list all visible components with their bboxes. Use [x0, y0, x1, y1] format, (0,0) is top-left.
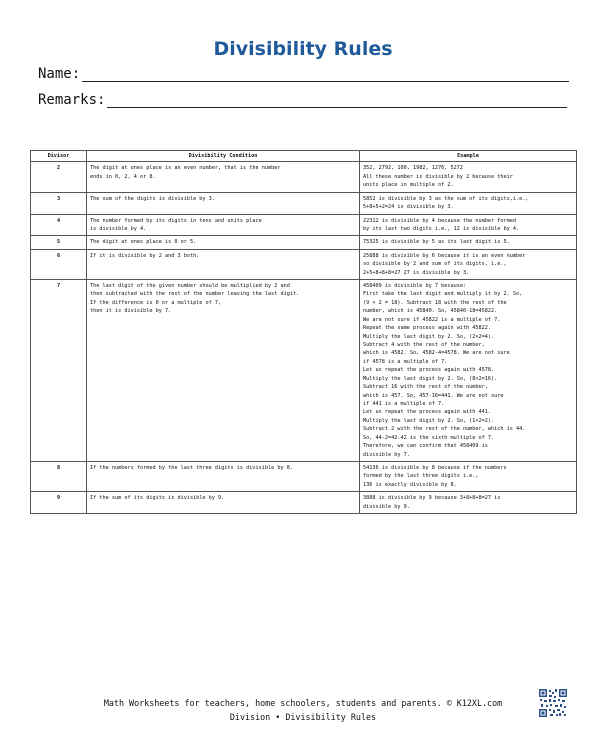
divisor-cell: 9	[31, 492, 87, 514]
condition-cell: If the numbers formed by the last three digits is divisible by 8.	[87, 461, 360, 491]
example-cell: 5852 is divisible by 3 as the sum of its digits,i.e., 5+8+5+2=24 is divisible by 3.	[360, 192, 577, 214]
table-header-row	[31, 151, 577, 162]
table-row	[31, 492, 577, 514]
condition-cell: If it is divisible by 2 and 3 both.	[87, 249, 360, 279]
name-line[interactable]	[82, 67, 569, 82]
header-example: Example	[360, 151, 577, 162]
example-cell: 458409 is divisible by 7 because: First take the last digit and multiply it by 2. So, (9 × 2 = 18). Subtract 18 with the rest of the number, which is 45840. So, 45840-18=45822. We are not sure if 45822 is a multiple of 7. Repeat the same process again with 45822. Multiply the last digit by 2. So, (2×2=4). Subtract 4 with the rest of the number, which is 4582. So, 4582-4=4578. We are not sure if 4578 is a multiple of 7. Let us repeat the process again with 4578. Multiply the last digit by 2. So, (8×2=16). Subtract 16 with the rest of the number, which is 457. So, 457-16=441. We are not sure if 441 is a multiple of 7. Let us repeat the process again with 441. Multiply the last digit by 2. So, (1×2=2). Subtract 2 with the rest of the number, which is 44. So, 44-2=42.42 is the sixth multiple of 7. Therefore, we can confirm that 458409 is divisible by 7.	[360, 280, 577, 462]
table-row	[31, 214, 577, 236]
name-field[interactable]	[38, 66, 569, 82]
name-label: Name:	[38, 66, 81, 82]
condition-cell: The sum of the digits is divisible by 3.	[87, 192, 360, 214]
page-footer	[0, 696, 606, 724]
footer-credit: Math Worksheets for teachers, home schoolers, students and parents. © K12XL.com	[103, 698, 503, 708]
table-row	[31, 236, 577, 249]
divisor-cell: 6	[31, 249, 87, 279]
condition-cell: The digit at ones place is 0 or 5.	[87, 236, 360, 249]
example-cell: 22312 is divisible by 4 because the number formed by its last two digits i.e., 12 is divisible by 4.	[360, 214, 577, 236]
divisor-cell: 8	[31, 461, 87, 491]
table-row	[31, 280, 577, 462]
remarks-line[interactable]	[107, 93, 567, 108]
condition-cell: The digit at ones place is an even number, that is the number ends in 0, 2, 4 or 8.	[87, 162, 360, 192]
header-condition: Divisibility Condition	[87, 151, 360, 162]
divisor-cell: 7	[31, 280, 87, 462]
remarks-label: Remarks:	[38, 92, 106, 108]
remarks-field[interactable]	[38, 92, 567, 108]
condition-cell: The number formed by its digits in tens and units place is divisible by 4.	[87, 214, 360, 236]
example-cell: 54136 is divisible by 8 because if the numbers formed by the last three digits i.e., 136 is exactly divisible by 8.	[360, 461, 577, 491]
divisor-cell: 4	[31, 214, 87, 236]
divisor-cell: 2	[31, 162, 87, 192]
qr-code-icon[interactable]	[538, 688, 568, 718]
table-row	[31, 461, 577, 491]
table-row	[31, 162, 577, 192]
divisor-cell: 5	[31, 236, 87, 249]
page-title: Divisibility Rules	[213, 38, 393, 60]
table-row	[31, 249, 577, 279]
divisibility-table	[30, 150, 577, 514]
example-cell: 352, 2792, 100, 1982, 1276, 5272 All these number is divisible by 2 because their units place in multiple of 2.	[360, 162, 577, 192]
example-cell: 25888 is divisible by 6 because it is an even number so divisible by 2 and sum of its digits, i.e., 2+5+8+8+8=27 27 is divisible by 3.	[360, 249, 577, 279]
condition-cell: The last digit of the given number should be multiplied by 2 and then subtracted with the rest of the number leaving the last digit. If the difference is 0 or a multiple of 7, then it is divisible by 7.	[87, 280, 360, 462]
footer-topic: Division • Divisibility Rules	[229, 712, 377, 722]
table-row	[31, 192, 577, 214]
header-divisor: Divisor	[31, 151, 87, 162]
example-cell: 75325 is divisible by 5 as its last digit is 5.	[360, 236, 577, 249]
divisor-cell: 3	[31, 192, 87, 214]
example-cell: 3888 is divisible by 9 because 3+8+8+8=27 is divisible by 9.	[360, 492, 577, 514]
condition-cell: If the sum of its digits is divisible by 9.	[87, 492, 360, 514]
